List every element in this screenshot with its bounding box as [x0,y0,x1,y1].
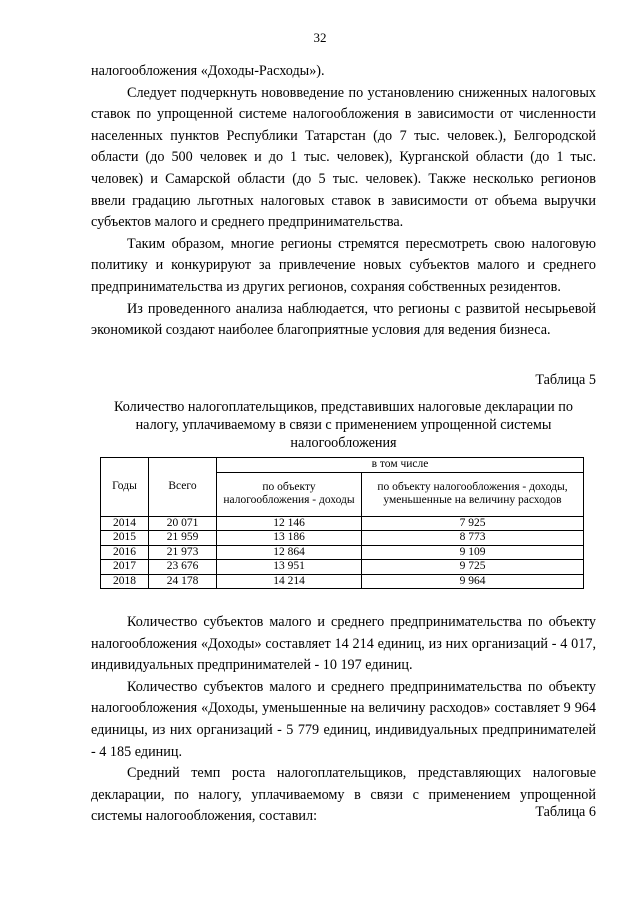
table-header-row [101,458,584,473]
table-5-caption: Количество налогоплательщиков, представивших налоговые декларации по налогу, уплачиваемому в связи с применением упрощенной системы налогообложения [114,399,573,451]
table-row [101,531,584,546]
cell-year: 2015 [101,531,149,546]
paragraph: Таким образом, многие регионы стремятся пересмотреть свою налоговую политику и конкурируют за привлечение новых субъектов малого и среднего предпринимательства из других регионов, сохраняя собственных резидентов. [91,235,596,295]
header-total: Всего [149,458,217,517]
body-text-bottom [91,612,596,828]
cell-total: 21 973 [149,545,217,560]
cell-year: 2017 [101,560,149,575]
cell-income-minus-expenses: 8 773 [362,531,584,546]
table-5 [100,457,584,589]
table-5-label: Таблица 5 [535,372,596,388]
table-row [101,574,584,589]
cell-income-minus-expenses: 7 925 [362,516,584,531]
paragraph: налогообложения «Доходы-Расходы»). [91,63,325,79]
cell-total: 23 676 [149,560,217,575]
cell-income-minus-expenses: 9 964 [362,574,584,589]
header-including: в том числе [217,458,584,473]
paragraph: Количество субъектов малого и среднего предпринимательства по объекту налогообложения «Доходы» составляет 14 214 единиц, из них организаций - 4 017, индивидуальных предпринимателей - 10 197 единиц. [91,614,596,674]
header-income: по объекту налогообложения - доходы [217,472,362,516]
cell-year: 2018 [101,574,149,589]
cell-income: 14 214 [217,574,362,589]
paragraph: Средний темп роста налогоплательщиков, представляющих налоговые декларации, по налогу, уплачиваемому в связи с применением упрощенной системы налогообложения, составил: [91,765,596,825]
cell-income: 12 864 [217,545,362,560]
cell-total: 24 178 [149,574,217,589]
table-row [101,545,584,560]
table-row [101,560,584,575]
paragraph: Следует подчеркнуть нововведение по установлению сниженных налоговых ставок по упрощенной системе налогообложения в зависимости от численности населенных пунктов Республики Татарстан (до 7 тыс. человек.), Белгородской области (до 500 человек и до 1 тыс. человек), Курганской области (до 1 тыс. человек) и Самарской области (до 5 тыс. человек). Также несколько регионов ввели градацию льготных налоговых ставок в зависимости от объема выручки субъектов малого и среднего предпринимательства. [91,84,596,231]
header-income-minus-expenses: по объекту налогообложения - доходы, уменьшенные на величину расходов [362,472,584,516]
cell-income-minus-expenses: 9 725 [362,560,584,575]
table-row [101,516,584,531]
header-year: Годы [101,458,149,517]
paragraph: Количество субъектов малого и среднего предпринимательства по объекту налогообложения «Доходы, уменьшенные на величину расходов» составляет 9 964 единицы, из них организаций - 5 779 единиц, индивидуальных предпринимателей - 4 185 единиц. [91,678,596,760]
cell-year: 2016 [101,545,149,560]
page-number: 32 [313,30,327,45]
body-text-top [91,61,596,342]
cell-income: 12 146 [217,516,362,531]
cell-income-minus-expenses: 9 109 [362,545,584,560]
table-6-label: Таблица 6 [535,804,596,820]
cell-total: 20 071 [149,516,217,531]
cell-income: 13 186 [217,531,362,546]
table-body [101,516,584,589]
cell-total: 21 959 [149,531,217,546]
paragraph: Из проведенного анализа наблюдается, что регионы с развитой несырьевой экономикой создают наиболее благоприятные условия для ведения бизнеса. [91,300,596,339]
cell-year: 2014 [101,516,149,531]
cell-income: 13 951 [217,560,362,575]
